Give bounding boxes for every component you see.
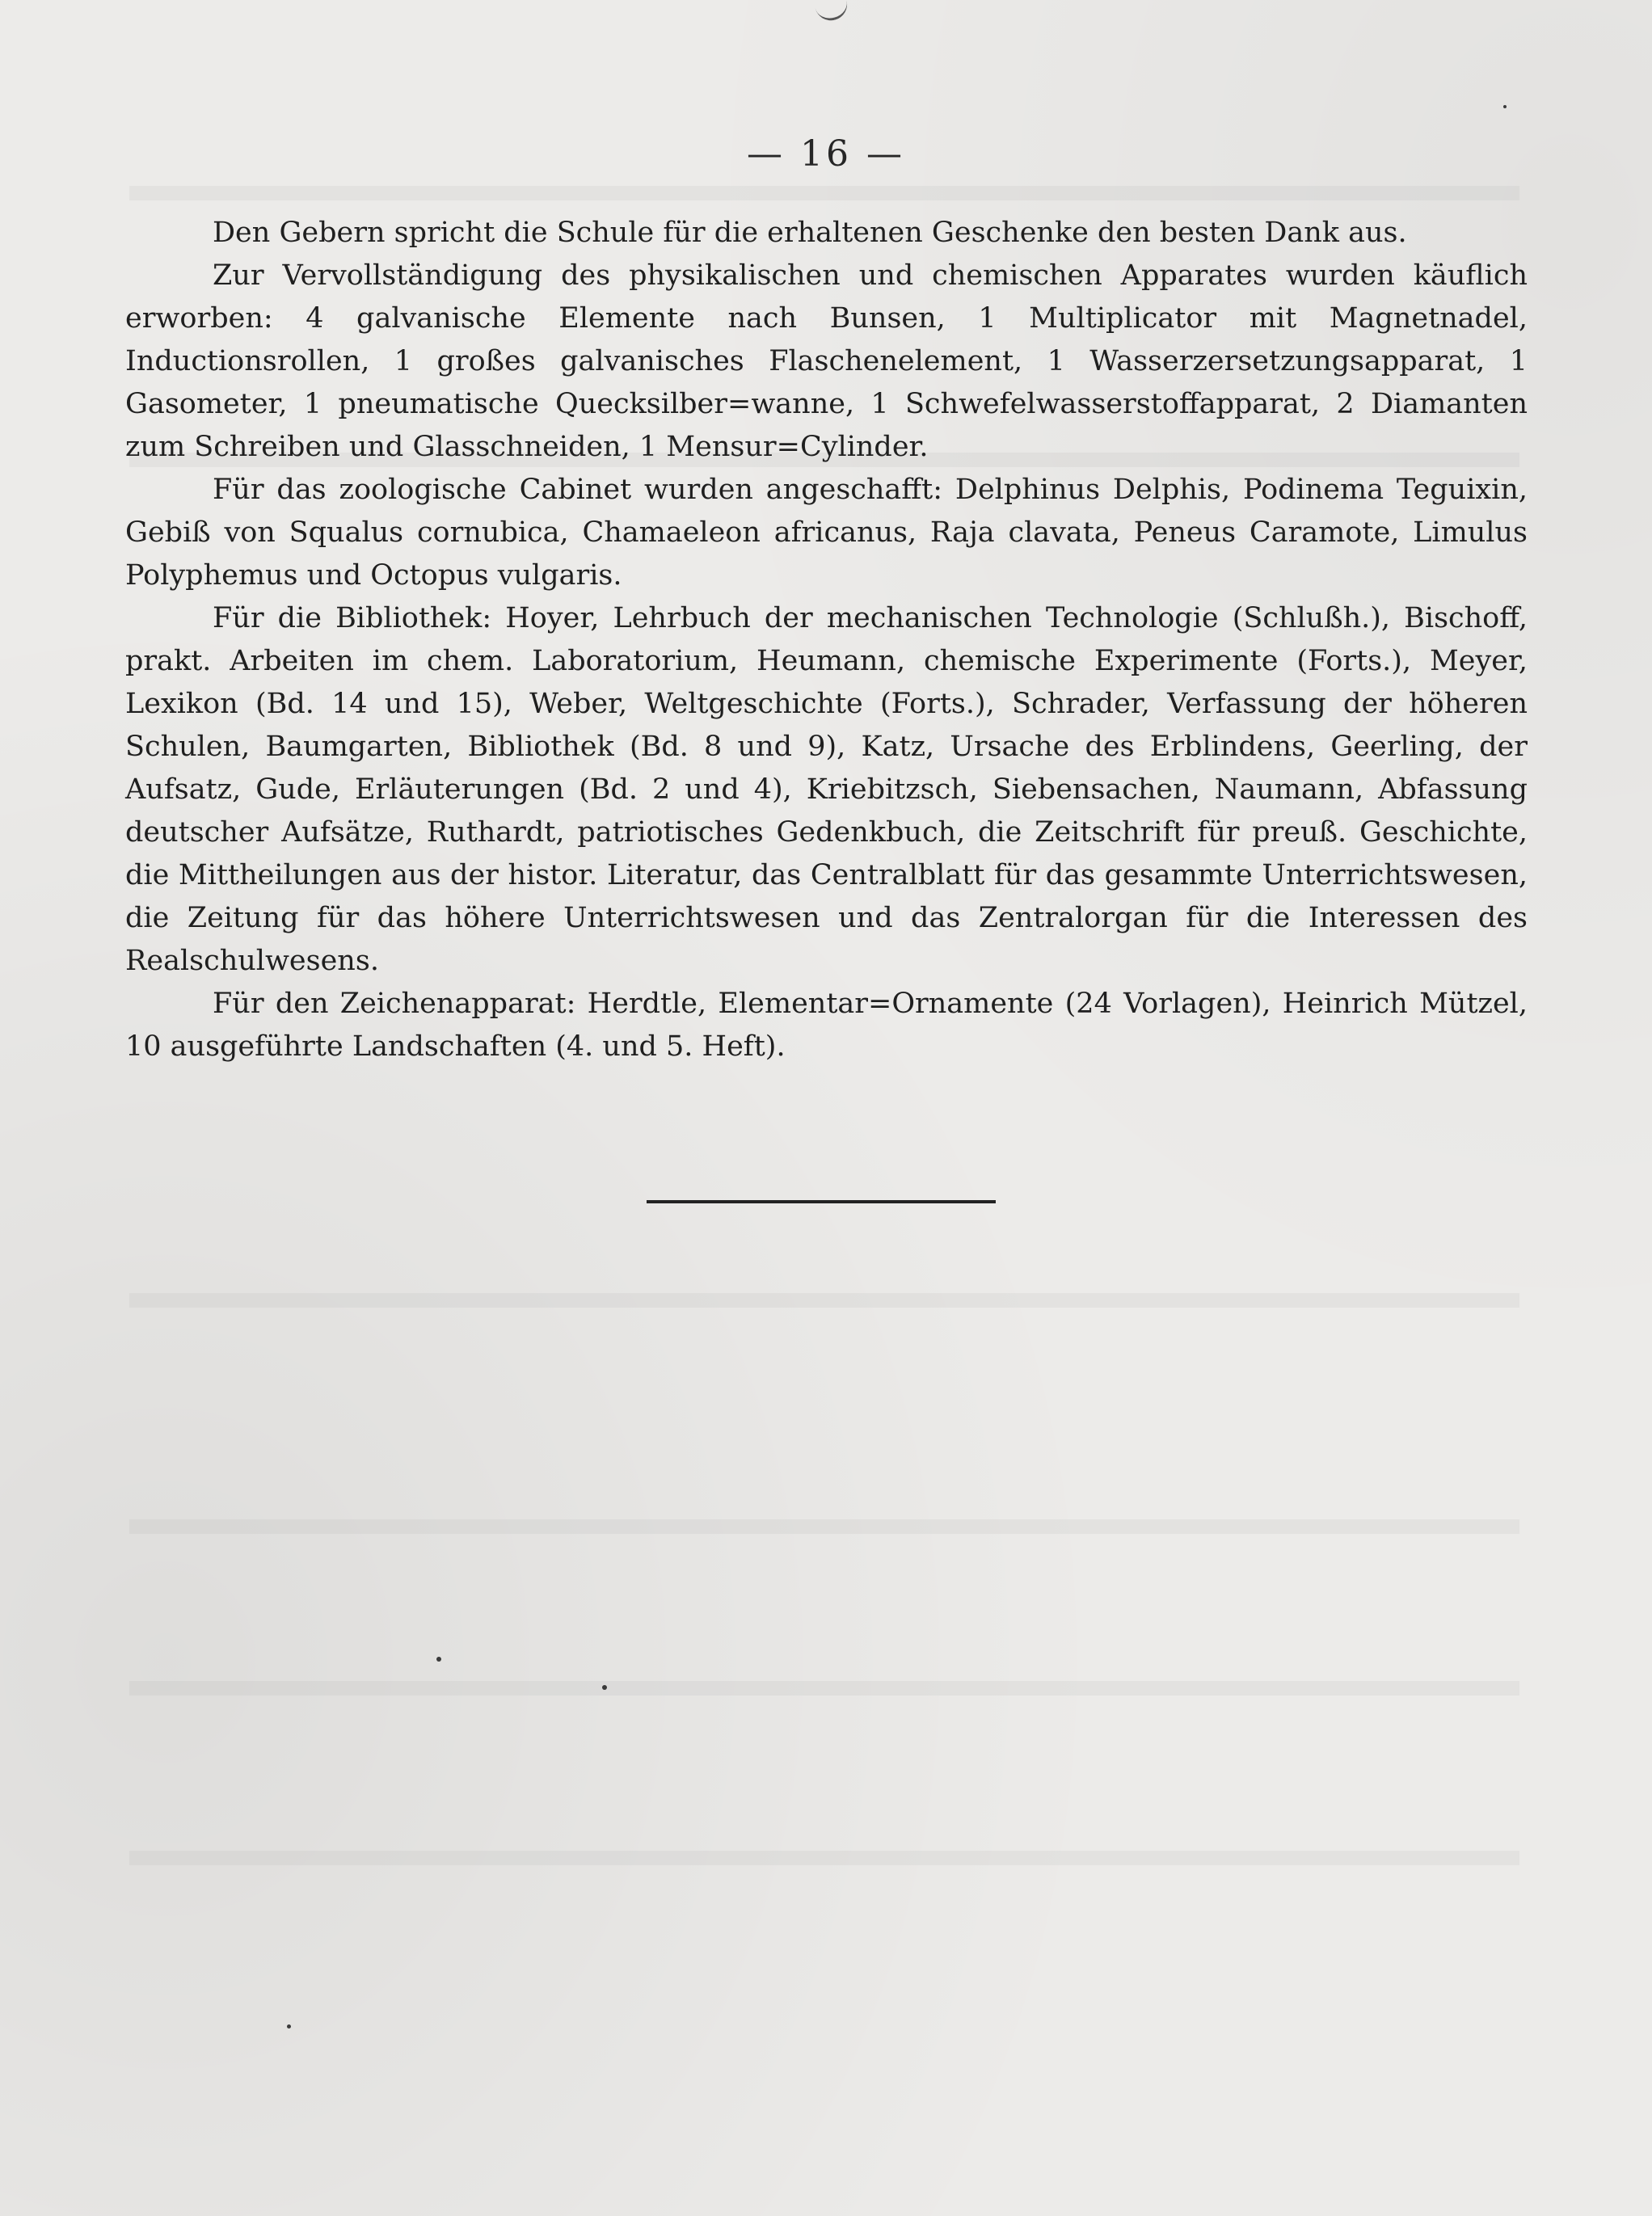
ink-speck — [287, 2024, 291, 2029]
bleed-through-line — [129, 1851, 1519, 1865]
bleed-through-line — [129, 186, 1519, 200]
pencil-mark — [814, 0, 850, 24]
paragraph-library: Für die Bibliothek: Hoyer, Lehrbuch der mechanischen Technologie (Schlußh.), Bischoff, prakt. Arbeiten im chem. Laboratorium, Heumann, chemische Experimente (Forts.), Meyer, Lexikon (Bd. 14 und 15), Weber, Weltgeschichte (Forts.), Schrader, Verfassung der höheren Schulen, Baumgarten, Bibliothek (Bd. 8 und 9), Katz, Ursache des Erblindens, Geerling, der Aufsatz, Gude, Erläuterungen (Bd. 2 und 4), Kriebitzsch, Siebensachen, Naumann, Abfassung deutscher Aufsätze, Ruthardt, patriotisches Gedenkbuch, die Zeitschrift für preuß. Geschichte, die Mittheilungen aus der histor. Literatur, das Centralblatt für das gesammte Unterrichtswesen, die Zeitung für das höhere Unterrichtswesen und das Zentralorgan für die Interessen des Realschulwesens. — [125, 602, 1528, 977]
page-number: — 16 — — [747, 133, 905, 175]
bleed-through-line — [129, 1681, 1519, 1696]
paragraph-thanks: Den Gebern spricht die Schule für die erhaltenen Geschenke den besten Dank aus. — [213, 217, 1407, 249]
paragraph-drawing-apparatus: Für den Zeichenapparat: Herdtle, Elementar=Ornamente (24 Vorlagen), Heinrich Mützel, 10 ausgeführte Landschaften (4. und 5. Heft). — [125, 988, 1528, 1063]
ink-speck — [1503, 105, 1507, 108]
ink-speck — [436, 1657, 441, 1662]
section-divider — [647, 1200, 996, 1203]
ink-speck — [602, 1685, 607, 1690]
body-text — [125, 212, 1528, 1068]
paragraph-physics-apparatus: Zur Vervollständigung des physikalischen und chemischen Apparates wurden käuflich erworben: 4 galvanische Elemente nach Bunsen, 1 Multiplicator mit Magnetnadel, Inductionsrollen, 1 großes galvanisches Flaschenelement, 1 Wasserzersetzungsapparat, 1 Gasometer, 1 pneumatische Quecksilber=wanne, 1 Schwefelwasserstoffapparat, 2 Diamanten zum Schreiben und Glasschneiden, 1 Mensur=Cylinder. — [125, 259, 1528, 463]
paragraph-zoology-cabinet: Für das zoologische Cabinet wurden angeschafft: Delphinus Delphis, Podinema Teguixin, Gebiß von Squalus cornubica, Chamaeleon africanus, Raja clavata, Peneus Caramote, Limulus Polyphemus und Octopus vulgaris. — [125, 474, 1528, 592]
bleed-through-line — [129, 1519, 1519, 1534]
bleed-through-line — [129, 1293, 1519, 1308]
